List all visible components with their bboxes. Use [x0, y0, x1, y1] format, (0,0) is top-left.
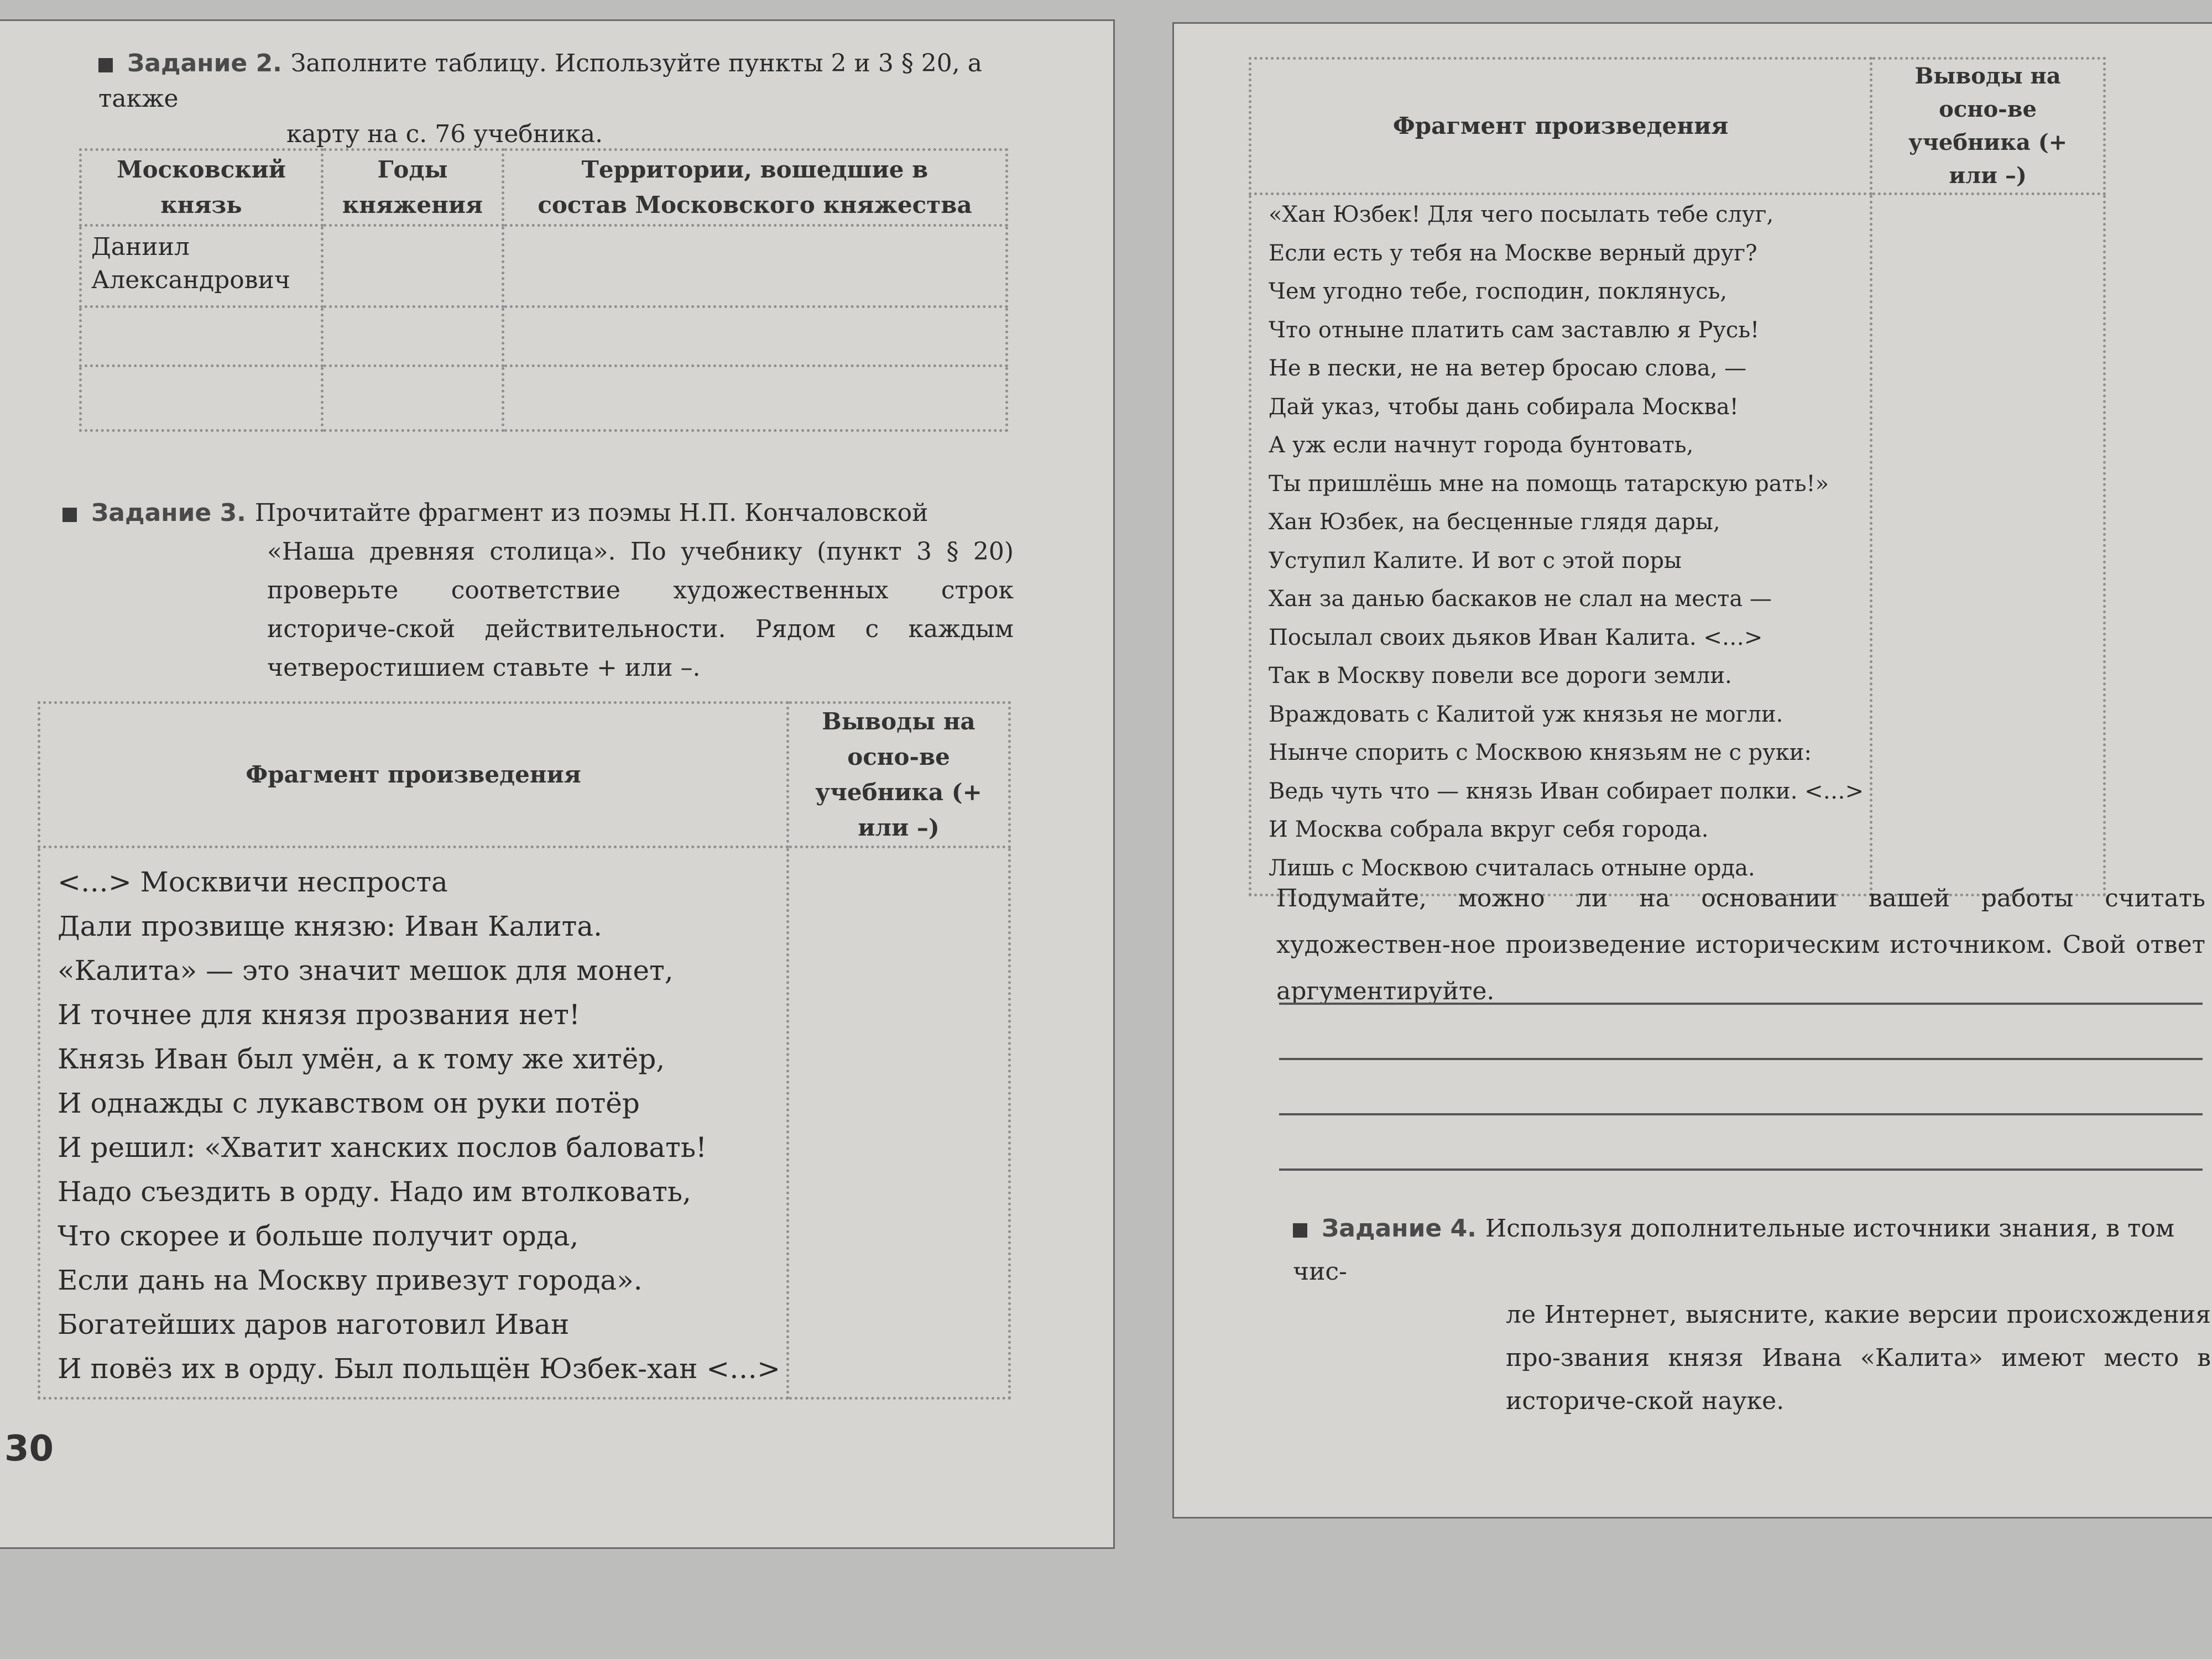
task-2-line1: Заполните таблицу. Используйте пункты 2 и 3 § 20, а также [98, 49, 982, 113]
poem-line: «Калита» — это значит мешок для монет, [58, 954, 674, 987]
task-3-rest: «Наша древняя столица». По учебнику (пункт 3 § 20) проверьте соответствие художественных строк историче-ской действительности. Рядом с каждым четверостишием ставьте + или –. [267, 538, 1014, 682]
task-4-line1: Используя дополнительные источники знания, в том чис- [1293, 1214, 2175, 1286]
task-2-label: Задание 2. [127, 49, 282, 77]
poem-line: И Москва собрала вкруг себя города. [1269, 817, 1709, 842]
reflection-question: Подумайте, можно ли на основании вашей работы считать художествен-ное произведение историческим источником. Свой ответ аргументируйте. [1276, 884, 2205, 1005]
poem-line: <…> Москвичи неспроста [58, 866, 448, 898]
poem-cell [39, 847, 788, 1399]
cell-prince[interactable] [81, 366, 322, 431]
poem-line: Что скорее и больше получит орда, [58, 1220, 579, 1252]
poem-line: Ты пришлёшь мне на помощь татарскую рать!» [1269, 471, 1829, 497]
poem-line: Надо съездить в орду. Надо им втолковать, [58, 1176, 691, 1208]
conclusions-answer-cell[interactable] [1871, 194, 2105, 895]
task-4-rest: ле Интернет, выясните, какие версии происхождения про-звания князя Ивана «Калита» имеют место в историче-ской науке. [1506, 1301, 2211, 1415]
cell-years[interactable] [322, 307, 503, 366]
poem-line: Князь Иван был умён, а к тому же хитёр, [58, 1043, 665, 1075]
table-row [81, 366, 1007, 431]
cell-prince[interactable] [81, 307, 322, 366]
task-2-table [79, 148, 1008, 432]
header-conclusions: Выводы на осно-ве учебника (+ или –) [788, 703, 1010, 847]
poem-line: Дай указ, чтобы дань собирала Москва! [1269, 394, 1739, 420]
page-number: 30 [4, 1428, 54, 1469]
poem-line: Если есть у тебя на Москве верный друг? [1269, 240, 1757, 266]
task-2-line2: карту на с. 76 учебника. [286, 120, 603, 148]
poem-cell [1250, 194, 1871, 895]
conclusions-answer-cell[interactable] [788, 847, 1010, 1399]
task-3-table [38, 701, 1011, 1400]
answer-line[interactable] [1279, 1003, 2203, 1005]
answer-line[interactable] [1279, 1113, 2203, 1115]
cell-territories-text [505, 309, 1005, 315]
poem-line: И решил: «Хватит ханских послов баловать! [58, 1131, 707, 1164]
poem-line: Что отныне платить сам заставлю я Русь! [1269, 317, 1760, 343]
poem-line: Лишь с Москвою считалась отныне орда. [1269, 855, 1755, 881]
poem-line: Дали прозвище князю: Иван Калита. [58, 910, 602, 942]
poem-line: Нынче спорить с Москвою князьям не с руки: [1269, 740, 1812, 765]
task-4 [1293, 1207, 2211, 1423]
cell-prince-text: Даниил Александрович [91, 233, 290, 294]
answer-line[interactable] [1279, 1058, 2203, 1060]
poem-line: Так в Москву повели все дороги земли. [1269, 663, 1732, 688]
poem-line: Чем угодно тебе, господин, поклянусь, [1269, 279, 1728, 304]
right-table [1249, 57, 2106, 896]
poem-fragment-left [41, 849, 786, 1396]
table-header-row [81, 150, 1007, 226]
poem-line: И повёз их в орду. Был польщён Юзбек-хан <…> [58, 1353, 781, 1385]
answer-line[interactable] [1279, 1168, 2203, 1171]
table-row [81, 226, 1007, 307]
bullet-square-icon [1293, 1223, 1307, 1238]
task-3 [62, 494, 1014, 687]
cell-prince[interactable] [81, 226, 322, 307]
table-header-row [39, 703, 1010, 847]
poem-line: Богатейших даров наготовил Иван [58, 1308, 570, 1340]
header-fragment: Фрагмент произведения [39, 703, 788, 847]
table-row [39, 847, 1010, 1399]
poem-line: Ведь чуть что — князь Иван собирает полки. <…> [1269, 778, 1864, 804]
poem-line: Хан Юзбек, на бесценные глядя дары, [1269, 509, 1720, 535]
header-territories: Территории, вошедшие в состав Московского княжества [503, 150, 1007, 226]
cell-years[interactable] [322, 366, 503, 431]
cell-prince-text [82, 368, 320, 374]
header-prince: Московский князь [81, 150, 322, 226]
poem-fragment-right [1252, 196, 1869, 893]
cell-territories[interactable] [503, 307, 1007, 366]
poem-line: Уступил Калите. И вот с этой поры [1269, 547, 1682, 573]
cell-territories[interactable] [503, 366, 1007, 431]
task-2 [98, 46, 1005, 152]
cell-territories-text [505, 227, 1005, 234]
cell-years-text [324, 227, 501, 234]
header-fragment: Фрагмент произведения [1250, 59, 1871, 194]
poem-line: «Хан Юзбек! Для чего посылать тебе слуг, [1269, 202, 1774, 227]
cell-years-text [324, 309, 501, 315]
table-row [1250, 194, 2105, 895]
bullet-square-icon [98, 58, 113, 72]
right-page [1172, 22, 2212, 1519]
header-years: Годы княжения [322, 150, 503, 226]
task-3-line1: Прочитайте фрагмент из поэмы Н.П. Кончаловской [254, 499, 928, 527]
cell-territories[interactable] [503, 226, 1007, 307]
task-4-label: Задание 4. [1322, 1214, 1477, 1243]
poem-line: Посылал своих дьяков Иван Калита. <…> [1269, 624, 1763, 650]
left-page [0, 19, 1115, 1549]
cell-years[interactable] [322, 226, 503, 307]
poem-line: Если дань на Москву привезут города». [58, 1264, 643, 1296]
cell-prince-text [82, 309, 320, 315]
cell-years-text [324, 368, 501, 374]
poem-line: Не в пески, не на ветер бросаю слова, — [1269, 356, 1747, 381]
task-3-label: Задание 3. [91, 499, 246, 527]
bullet-square-icon [62, 508, 77, 522]
table-header-row [1250, 59, 2105, 194]
poem-line: И точнее для князя прозвания нет! [58, 999, 580, 1031]
poem-line: Хан за данью баскаков не слал на места — [1269, 586, 1772, 612]
cell-territories-text [505, 368, 1005, 374]
header-conclusions: Выводы на осно-ве учебника (+ или –) [1871, 59, 2105, 194]
poem-line: А уж если начнут города бунтовать, [1269, 432, 1694, 458]
poem-line: И однажды с лукавством он руки потёр [58, 1087, 640, 1119]
table-row [81, 307, 1007, 366]
poem-line: Враждовать с Калитой уж князья не могли. [1269, 701, 1783, 727]
